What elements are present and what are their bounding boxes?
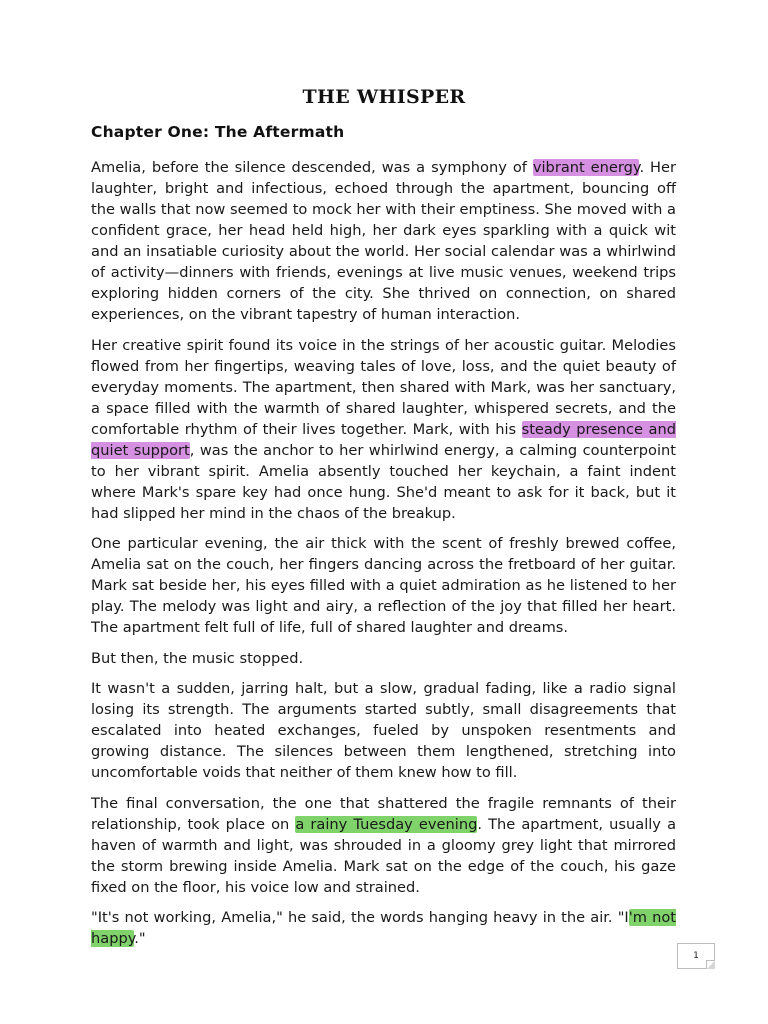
page-number: 1 <box>693 951 699 961</box>
paragraph-5: It wasn't a sudden, jarring halt, but a slow, gradual fading, like a radio signal losing its strength. The arguments started subtly, small disagreements that escalated into heated exchanges, fueled by unspoken resentments and growing distance. The silences between them lengthened, stretching into uncomfortable voids that neither of them knew how to fill. <box>91 680 676 781</box>
paragraph-3: One particular evening, the air thick with the scent of freshly brewed coffee, Amelia sat on the couch, her fingers dancing across the fretboard of her guitar. Mark sat beside her, his eyes filled with a quiet admiration as he listened to her play. The melody was light and airy, a reflection of the joy that filled her heart. The apartment felt full of life, full of shared laughter and dreams. <box>91 535 676 636</box>
highlighted-text: vibrant energy <box>532 159 640 176</box>
paragraph-text: The final conversation, the one that shattered the fragile remnants of their relationship, took place on <box>91 794 676 833</box>
paragraph-text: Her creative spirit found its voice in the strings of her acoustic guitar. Melodies flowed from her fingertips, weaving tales of love, loss, and the quiet beauty of everyday moments. The apartment, then shared with Mark, was her sanctuary, a space filled with the warmth of shared laughter, whispered secrets, and the comfortable rhythm of their lives together. Mark, with his <box>91 336 676 438</box>
paragraph-text: . The apartment, usually a haven of warmth and light, was shrouded in a gloomy grey light that mirrored the storm brewing inside Amelia. Mark sat on the edge of the couch, his gaze fixed on the floor, his voice low and strained. <box>91 815 677 896</box>
highlighted-text: steady presence and quiet support <box>91 420 676 459</box>
highlighted-text: 'm not happy <box>91 909 676 947</box>
paragraph-4: But then, the music stopped. <box>91 649 304 667</box>
paragraph-6 <box>91 793 676 898</box>
paragraph-text: Amelia, before the silence descended, was a symphony of <box>91 159 533 176</box>
highlighted-text: a rainy Tuesday evening <box>295 815 478 833</box>
page-curl-icon <box>706 960 715 969</box>
paragraph-text: . Her laughter, bright and infectious, echoed through the apartment, bouncing off the walls that now seemed to mock her with their emptiness. She moved with a confident grace, her head held high, her dark eyes sparkling with a quick wit and an insatiable curiosity about the world. Her social calendar was a whirlwind of activity—dinners with friends, evenings at live music venues, weekend trips exploring hidden corners of the city. She thrived on connection, on shared experiences, on the vibrant tapestry of human interaction. <box>91 159 677 323</box>
paragraph-text: ." <box>134 930 146 947</box>
document-title: THE WHISPER <box>302 86 466 108</box>
paragraph-text: , was the anchor to her whirlwind energy, a calming counterpoint to her vibrant spirit. Amelia absently touched her keychain, a faint indent where Mark's spare key had once hung. She'd meant to ask for it back, but it had slipped her mind in the chaos of the breakup. <box>91 441 676 522</box>
document-body <box>91 157 676 959</box>
page-number-badge <box>677 943 715 969</box>
chapter-heading: Chapter One: The Aftermath <box>91 123 345 141</box>
paragraph-1 <box>91 157 676 325</box>
paragraph-2 <box>91 335 676 524</box>
paragraph-text: "It's not working, Amelia," he said, the words hanging heavy in the air. "I <box>91 909 629 926</box>
paragraph-7 <box>91 907 676 949</box>
